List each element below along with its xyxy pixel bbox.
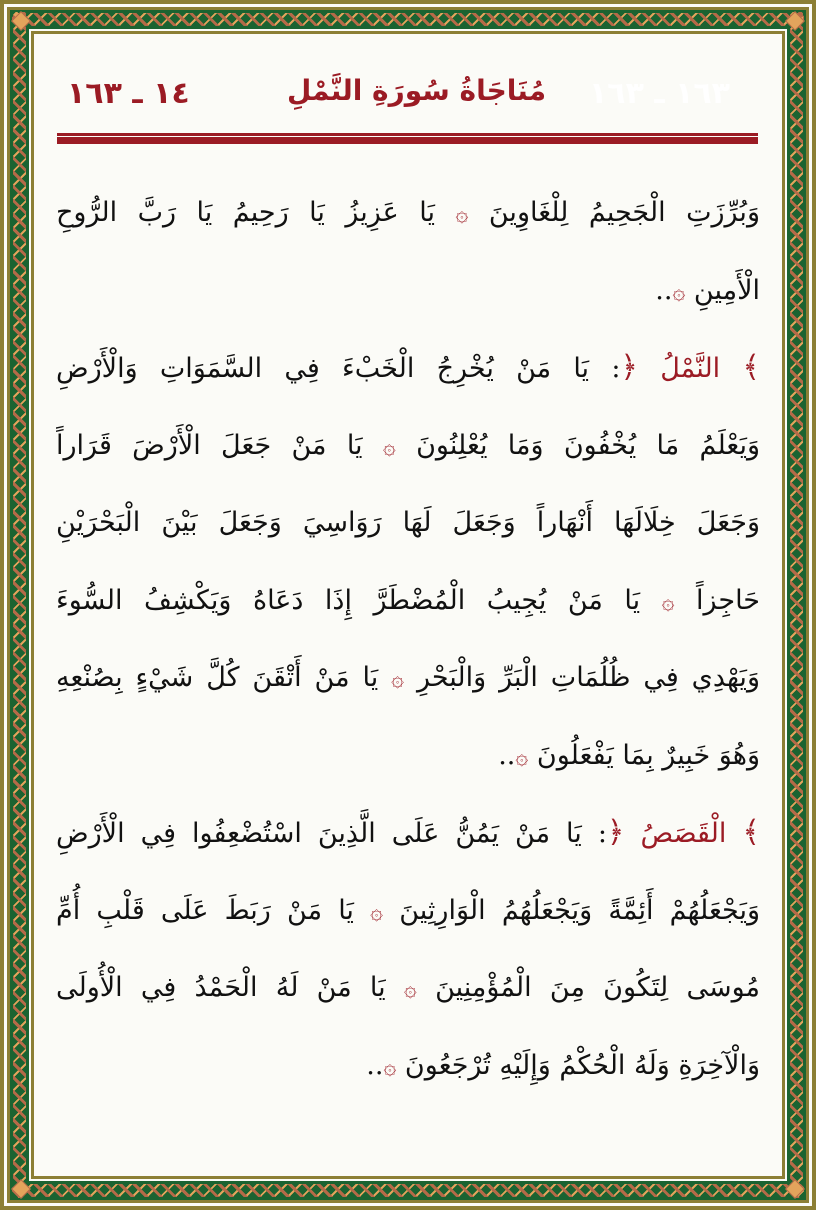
border-pattern-top (12, 13, 804, 26)
sura-name: الْقَصَصُ (640, 818, 727, 849)
supplication-text (56, 174, 760, 1104)
ghost-page-number: ١٦٣ ـ ١٦٣ (588, 76, 730, 111)
text-line: وَهُوَ خَبِيرٌ بِمَا يَفْعَلُونَ ۞.. (498, 739, 760, 771)
border-pattern-bottom (12, 1184, 804, 1197)
header-divider-thick (57, 137, 758, 144)
text-line: وَيَعْلَمُ مَا يُخْفُونَ وَمَا يُعْلِنُونَ ۞ يَا مَنْ جَعَلَ الْأَرْضَ قَرَاراً (56, 429, 760, 461)
border-pattern-left (13, 12, 26, 1198)
border-pattern-right (790, 12, 803, 1198)
flower-separator-icon: ۞ (672, 279, 686, 305)
flower-separator-icon: ۞ (515, 744, 529, 770)
text-line: مُوسَى لِتَكُونَ مِنَ الْمُؤْمِنِينَ ۞ يَا مَنْ لَهُ الْحَمْدُ فِي الْأُولَى (56, 972, 760, 1003)
page-title: مُنَاجَاةُ سُورَةِ النَّمْلِ (287, 74, 547, 107)
header-divider-thin (57, 133, 758, 136)
page (34, 34, 782, 1176)
ornamental-bracket-open-icon: ﴾ (742, 815, 760, 850)
flower-separator-icon: ۞ (370, 899, 384, 925)
text-line: وَالْآخِرَةِ وَلَهُ الْحُكْمُ وَإِلَيْهِ تُرْجَعُونَ ۞.. (366, 1049, 760, 1081)
text-line: ﴾ النَّمْلُ ﴿: يَا مَنْ يُخْرِجُ الْخَبْءَ فِي السَّمَوَاتِ وَالْأَرْضِ (56, 350, 760, 385)
text-line: ﴾ الْقَصَصُ ﴿: يَا مَنْ يَمُنُّ عَلَى الَّذِينَ اسْتُضْعِفُوا فِي الْأَرْضِ (56, 815, 760, 850)
flower-separator-icon: ۞ (383, 1054, 397, 1080)
flower-separator-icon: ۞ (382, 434, 396, 460)
sura-name: النَّمْلُ (660, 353, 721, 384)
page-number: ١٤ ـ ١٦٣ (67, 76, 190, 111)
ornamental-bracket-close-icon: ﴿ (620, 350, 638, 385)
text-line: الْأَمِينِ ۞.. (655, 274, 760, 306)
ornamental-bracket-close-icon: ﴿ (606, 815, 625, 850)
flower-separator-icon: ۞ (455, 202, 469, 227)
flower-separator-icon: ۞ (391, 667, 405, 692)
ornamental-bracket-open-icon: ﴾ (742, 350, 760, 385)
text-line: وَجَعَلَ خِلَالَهَا أَنْهَاراً وَجَعَلَ لَهَا رَوَاسِيَ وَجَعَلَ بَيْنَ الْبَحْرَيْنِ (56, 507, 760, 538)
text-line: حَاجِزاً ۞ يَا مَنْ يُجِيبُ الْمُضْطَرَّ إِذَا دَعَاهُ وَيَكْشِفُ السُّوءَ (56, 584, 760, 616)
flower-separator-icon: ۞ (403, 977, 417, 1002)
text-line: وَبُرِّزَتِ الْجَحِيمُ لِلْغَاوِينَ ۞ يَا عَزِيزُ يَا رَحِيمُ يَا رَبَّ الرُّوحِ (56, 197, 760, 228)
text-line: وَيَهْدِي فِي ظُلُمَاتِ الْبَرِّ وَالْبَحْرِ ۞ يَا مَنْ أَتْقَنَ كُلَّ شَيْءٍ بِصُنْعِهِ (56, 662, 760, 693)
text-line: وَيَجْعَلُهُمْ أَئِمَّةً وَيَجْعَلُهُمُ الْوَارِثِينَ ۞ يَا مَنْ رَبَطَ عَلَى قَلْبِ أُمِّ (56, 894, 760, 926)
page-header (57, 72, 758, 122)
flower-separator-icon: ۞ (661, 589, 675, 615)
